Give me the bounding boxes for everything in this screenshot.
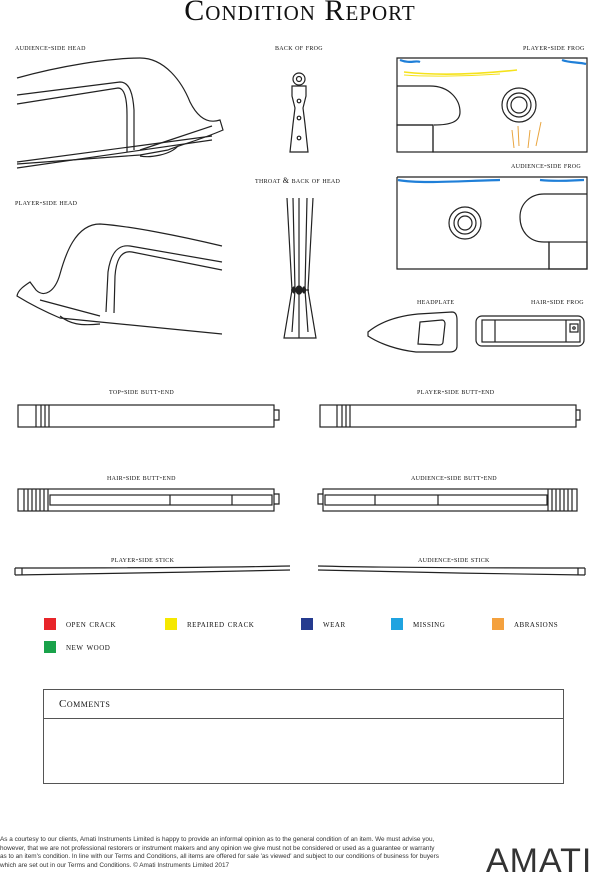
legend-swatch [44,641,56,653]
audience-side-head-drawing [17,58,223,168]
legend-item [44,640,110,654]
player-side-frog-drawing [397,58,587,152]
amati-logo: AMATI [486,842,593,880]
legend-item [301,617,346,631]
label-player-side-stick: player-side stick [111,555,175,564]
comments-field[interactable] [44,719,563,783]
legend-item [391,617,445,631]
legend-label: wear [323,618,346,630]
comments-box [43,689,564,784]
legend-item [492,617,558,631]
comments-title: Comments [44,690,563,719]
hair-side-butt-drawing [18,489,279,511]
audience-side-butt-drawing [318,489,577,511]
disclaimer-text: As a courtesy to our clients, Amati Instruments Limited is happy to provide an informal opinion as to the general condition of an item. We must advise you, however, that we are not professional restorers or instrument makers and any opinion we give must not be considered or used as a guarantee or warranty as to an item's condition. In line with our Terms and Conditions, all items are offered for sale 'as viewed' and subject to our conditions of business for buyers which are set out in our Terms and Conditions. © Amati Instruments Limited 2017 [0,836,439,869]
legend-swatch [165,618,177,630]
player-side-butt-drawing [320,405,580,427]
label-top-side-butt: top-side butt-end [109,387,174,396]
page-title: Condition Report [184,0,416,27]
label-hair-side-frog: hair-side frog [531,297,584,306]
label-back-of-frog: back of frog [275,43,323,52]
player-side-head-drawing [17,224,222,334]
label-audience-side-frog: audience-side frog [511,161,582,170]
legend-swatch [44,618,56,630]
label-player-side-head: player-side head [15,198,78,207]
legend-label: abrasions [514,618,559,630]
audience-side-stick-drawing [318,566,585,575]
legend-label: repaired crack [187,618,255,630]
headplate-drawing [368,312,457,352]
label-player-side-frog: player-side frog [523,43,585,52]
label-audience-side-stick: audience-side stick [418,555,490,564]
legend-swatch [391,618,403,630]
legend-swatch [492,618,504,630]
label-audience-side-head: audience-side head [15,43,86,52]
label-headplate: headplate [417,297,455,306]
label-audience-side-butt: audience-side butt-end [411,473,497,482]
legend-item [165,617,254,631]
legend-swatch [301,618,313,630]
legend-label: missing [413,618,446,630]
legend-label: open crack [66,618,117,630]
legend-item [44,617,116,631]
throat-drawing [284,198,316,338]
audience-side-frog-drawing [397,177,587,269]
top-side-butt-drawing [18,405,279,427]
label-hair-side-butt: hair-side butt-end [107,473,176,482]
label-player-side-butt: player-side butt-end [417,387,495,396]
back-of-frog-drawing [290,73,308,152]
legend-label: new wood [66,641,111,653]
label-throat-back-head: throat & back of head [255,176,341,185]
hair-side-frog-drawing [476,316,584,346]
player-side-stick-drawing [15,566,290,575]
